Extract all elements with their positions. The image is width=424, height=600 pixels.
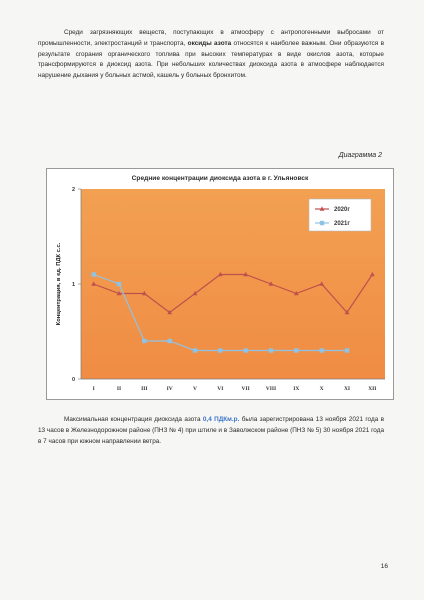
x-tick-label: II — [116, 386, 122, 392]
chart-title: Средние концентрации диоксида азота в г. Ульяновск — [131, 175, 309, 182]
legend-marker — [320, 221, 324, 225]
page-number: 16 — [380, 563, 388, 570]
diagram-label: Диаграмма 2 — [338, 152, 382, 159]
y-tick-label: 1 — [71, 282, 75, 288]
x-tick-label: VI — [217, 386, 224, 392]
max-concentration-value: 0,4 ПДКм.р. — [202, 416, 240, 424]
intro-bold-term: оксиды азота — [187, 39, 232, 47]
conclusion-text-start: Максимальная концентрация диоксида азота — [64, 416, 203, 424]
data-point-2021г — [193, 348, 197, 352]
x-tick-label: VIII — [265, 386, 277, 392]
x-tick-label: III — [141, 386, 148, 392]
chart-container — [46, 168, 394, 400]
data-point-2021г — [345, 348, 349, 352]
data-point-2021г — [91, 272, 95, 276]
conclusion-text-end: была зарегистрирована 13 ноября 2021 года в 13 часов в Железнодорожном районе (ПНЗ № 4) при штиле и в Заволжском районе (ПНЗ № 5) 30 ноября 2021 года в 7 часов при южном направлении ветра. — [38, 416, 385, 445]
line-chart — [47, 169, 393, 399]
intro-text-start: Среди загрязняющих веществ, поступающих в атмосферу с антропогенными выбросами от промышленности, электростанций и транспорта, — [38, 29, 384, 47]
x-tick-label: VII — [241, 386, 250, 392]
x-tick-label: V — [193, 386, 197, 392]
y-axis-title: Концентрация, в ед. ПДК с.с. — [56, 242, 62, 326]
data-point-2021г — [218, 348, 222, 352]
data-point-2021г — [269, 348, 273, 352]
intro-text-end: относятся к наиболее важным. Они образуются в результате сгорания органического топлива при высоких температурах в виде окислов азота, которые трансформируются в диоксид азота. При небольших количествах диоксида азота в атмосфере наблюдается нарушение дыхания у больных астмой, кашель у больных бронхитом. — [38, 39, 384, 79]
x-tick-label: IV — [166, 386, 173, 392]
legend-label: 2020г — [334, 207, 350, 214]
data-point-2021г — [142, 339, 146, 343]
x-tick-label: XII — [368, 386, 377, 392]
data-point-2021г — [243, 348, 247, 352]
y-tick-label: 0 — [71, 377, 75, 383]
conclusion-paragraph — [38, 415, 384, 447]
data-point-2021г — [167, 339, 171, 343]
y-tick-label: 2 — [71, 187, 75, 193]
data-point-2021г — [294, 348, 298, 352]
x-tick-label: I — [92, 386, 95, 392]
x-tick-label: XI — [343, 386, 351, 392]
x-tick-label: IX — [293, 386, 300, 392]
intro-paragraph — [38, 28, 384, 81]
data-point-2021г — [319, 348, 323, 352]
data-point-2021г — [117, 282, 121, 286]
x-tick-label: X — [319, 386, 324, 392]
legend-label: 2021г — [334, 221, 350, 228]
